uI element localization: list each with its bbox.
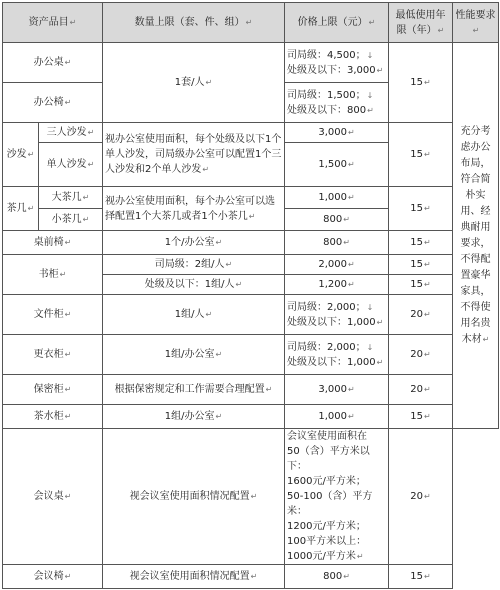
- teatable-group: 茶几↵: [3, 187, 39, 231]
- teatable-small-price: 800↵: [285, 209, 389, 231]
- row-sofa-three: [3, 123, 499, 143]
- desk-chair-life: 15↵: [389, 43, 453, 123]
- conftable-name: 会议桌↵: [3, 429, 103, 565]
- bookcase-senior-price: 2,000↵: [285, 255, 389, 275]
- confchair-price: 800↵: [285, 565, 389, 589]
- desk-price: 司局级：4,500；↓ 处级及以下：3,000↵: [285, 43, 389, 83]
- bookcase-senior-life: 15↵: [389, 255, 453, 275]
- desk-chair-quantity: 1套/人↵: [103, 43, 285, 123]
- sofa-three-price: 3,000↵: [285, 123, 389, 143]
- row-teatable-large: [3, 187, 499, 209]
- conftable-quantity: 视会议室使用面积情况配置↵: [103, 429, 285, 565]
- conftable-life: 20↵: [389, 429, 453, 565]
- row-frontchair: [3, 231, 499, 255]
- bookcase-junior-life: 15↵: [389, 275, 453, 295]
- safe-name: 保密柜↵: [3, 375, 103, 405]
- chair-price: 司局级：1,500；↓ 处级及以下：800↵: [285, 83, 389, 123]
- header-price: 价格上限（元）↵: [285, 3, 389, 43]
- row-desk: [3, 43, 499, 83]
- bookcase-junior-price: 1,200↵: [285, 275, 389, 295]
- teacab-quantity: 1组/办公室↵: [103, 405, 285, 429]
- sofa-single-price: 1,500↵: [285, 143, 389, 187]
- frontchair-name: 桌前椅↵: [3, 231, 103, 255]
- sofa-life: 15↵: [389, 123, 453, 187]
- chair-name: 办公椅↵: [3, 83, 103, 123]
- row-confchair: [3, 565, 499, 589]
- sofa-single-name: 单人沙发↵: [39, 143, 103, 187]
- row-teacab: [3, 405, 499, 429]
- filecab-quantity: 1组/人↵: [103, 295, 285, 335]
- wardrobe-quantity: 1组/办公室↵: [103, 335, 285, 375]
- performance-requirements: 充分考虑办公布局，符合简朴实用、经典耐用要求，不得配置豪华家具，不得使用名贵木材↵: [453, 43, 499, 429]
- confchair-name: 会议椅↵: [3, 565, 103, 589]
- desk-name: 办公桌↵: [3, 43, 103, 83]
- teacab-life: 15↵: [389, 405, 453, 429]
- wardrobe-life: 20↵: [389, 335, 453, 375]
- bookcase-junior-quantity: 处级及以下：1组/人↵: [103, 275, 285, 295]
- row-safe: [3, 375, 499, 405]
- safe-life: 20↵: [389, 375, 453, 405]
- filecab-price: 司局级：2,000；↓ 处级及以下：1,000↵: [285, 295, 389, 335]
- sofa-group: 沙发↵: [3, 123, 39, 187]
- filecab-name: 文件柜↵: [3, 295, 103, 335]
- bookcase-name: 书柜↵: [3, 255, 103, 295]
- header-row: [3, 3, 499, 43]
- frontchair-price: 800↵: [285, 231, 389, 255]
- header-quantity: 数量上限（套、件、组）↵: [103, 3, 285, 43]
- safe-price: 3,000↵: [285, 375, 389, 405]
- row-bookcase-senior: [3, 255, 499, 275]
- safe-quantity: 根据保密规定和工作需要合理配置↵: [103, 375, 285, 405]
- header-life: 最低使用年限（年）↵: [389, 3, 453, 43]
- frontchair-quantity: 1个/办公室↵: [103, 231, 285, 255]
- teatable-large-price: 1,000↵: [285, 187, 389, 209]
- confchair-life: 15↵: [389, 565, 453, 589]
- row-conftable: [3, 429, 499, 565]
- header-asset: 资产品目↵: [3, 3, 103, 43]
- conftable-price: 会议室使用面积在 50（含）平方米以下： 1600元/平方米； 50-100（含）平方米： 1200元/平方米； 100平方米以上： 1000元/平方米↵: [285, 429, 389, 565]
- teatable-small-name: 小茶几↵: [39, 209, 103, 231]
- bookcase-senior-quantity: 司局级：2组/人↵: [103, 255, 285, 275]
- teacab-name: 茶水柜↵: [3, 405, 103, 429]
- sofa-three-name: 三人沙发↵: [39, 123, 103, 143]
- furniture-standards-table: [2, 2, 499, 589]
- row-wardrobe: [3, 335, 499, 375]
- teacab-price: 1,000↵: [285, 405, 389, 429]
- wardrobe-name: 更衣柜↵: [3, 335, 103, 375]
- frontchair-life: 15↵: [389, 231, 453, 255]
- teatable-large-name: 大茶几↵: [39, 187, 103, 209]
- wardrobe-price: 司局级：2,000；↓ 处级及以下：1,000↵: [285, 335, 389, 375]
- header-performance: 性能要求↵: [453, 3, 499, 43]
- sofa-quantity: 视办公室使用面积，每个处级及以下1个单人沙发，司局级办公室可以配置1个三人沙发和2个单人沙发↵: [103, 123, 285, 187]
- row-filecab: [3, 295, 499, 335]
- teatable-quantity: 视办公室使用面积，每个办公室可以选择配置1个大茶几或者1个小茶几↵: [103, 187, 285, 231]
- confchair-quantity: 视会议室使用面积情况配置↵: [103, 565, 285, 589]
- teatable-life: 15↵: [389, 187, 453, 231]
- filecab-life: 20↵: [389, 295, 453, 335]
